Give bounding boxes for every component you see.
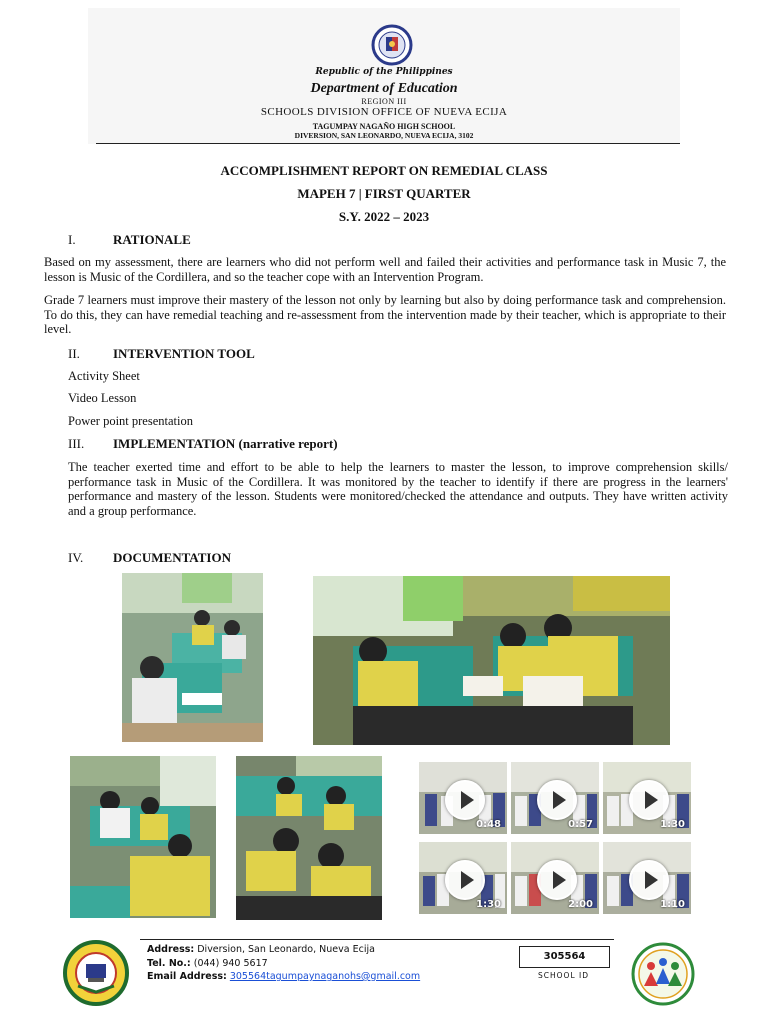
region-line: REGION III [361, 97, 407, 106]
section-heading-implementation: IMPLEMENTATION (narrative report) [113, 436, 338, 451]
republic-line: Republic of the Philippines [315, 67, 453, 77]
division-line: SCHOOLS DIVISION OFFICE OF NUEVA ECIJA [260, 106, 508, 118]
footer-address [147, 944, 375, 955]
school-id-label: SCHOOL ID [538, 971, 589, 980]
video-duration: 1:30 [660, 819, 685, 830]
video-thumbnail[interactable] [603, 842, 691, 914]
school-id-box: 305564 [519, 946, 610, 968]
address-label: Address: [147, 944, 195, 955]
video-thumbnail[interactable] [603, 762, 691, 834]
rationale-paragraph-2: Grade 7 learners must improve their mastery of the lesson not only by learning but also by doing performance task and comprehension. To do this, they can have remedial teaching and re-assessment from the intervention made by their teacher, which is appropriate to their level. [44, 293, 726, 336]
tool-item: Power point presentation [68, 414, 193, 428]
school-address: DIVERSION, SAN LEONARDO, NUEVA ECIJA, 3102 [294, 131, 474, 140]
section-heading-documentation: DOCUMENTATION [113, 550, 231, 565]
header-divider [96, 143, 680, 144]
play-icon[interactable] [537, 860, 577, 900]
video-duration: 2:00 [568, 899, 593, 910]
video-duration: 1:30 [476, 899, 501, 910]
classroom-photo [236, 756, 382, 920]
section-number: I. [68, 232, 76, 247]
report-school-year: S.Y. 2022 – 2023 [338, 209, 430, 224]
address-value: Diversion, San Leonardo, Nueva Ecija [197, 944, 375, 955]
rationale-paragraph-1: Based on my assessment, there are learners who did not perform well and failed their activities and performance task in Music 7, the lesson is Music of the Cordillera, and so the teacher cope with an Intervention Program. [44, 255, 726, 284]
school-logo-icon [58, 940, 134, 1006]
section-number: IV. [68, 550, 84, 565]
video-duration: 0:48 [476, 819, 501, 830]
play-icon[interactable] [537, 780, 577, 820]
report-subject: MAPEH 7 | FIRST QUARTER [297, 186, 471, 201]
tel-label: Tel. No.: [147, 958, 191, 969]
implementation-paragraph: The teacher exerted time and effort to be able to help the learners to master the lesson, to improve comprehension skills/ performance task in Music of the Cordillera. It was monitored by the teacher to identify if there are progress in the learners' performance and mastery of the lesson. Students were monitored/checked the attendance and outputs. They have written activity and a group performance. [68, 460, 728, 518]
email-link[interactable]: 305564tagumpaynaganohs@gmail.com [229, 971, 421, 982]
section-heading-intervention-tool: INTERVENTION TOOL [113, 346, 255, 361]
video-thumbnail[interactable] [511, 762, 599, 834]
section-number: III. [68, 436, 85, 451]
report-title: ACCOMPLISHMENT REPORT ON REMEDIAL CLASS [220, 163, 548, 178]
footer-telephone [147, 958, 268, 969]
footer-email [147, 971, 420, 982]
classroom-photo [70, 756, 216, 918]
section-number: II. [68, 346, 80, 361]
play-icon[interactable] [445, 780, 485, 820]
section-heading-rationale: RATIONALE [113, 232, 191, 247]
tool-item: Activity Sheet [68, 369, 140, 383]
email-label: Email Address: [147, 971, 227, 982]
play-icon[interactable] [629, 860, 669, 900]
play-icon[interactable] [445, 860, 485, 900]
play-icon[interactable] [629, 780, 669, 820]
classroom-photo [122, 573, 263, 742]
footer-divider [140, 939, 614, 940]
video-thumbnail[interactable] [419, 842, 507, 914]
school-name: TAGUMPAY NAGAÑO HIGH SCHOOL [312, 122, 456, 131]
department-name: Department of Education [310, 81, 458, 96]
video-thumbnail[interactable] [511, 842, 599, 914]
video-duration: 1:10 [660, 899, 685, 910]
video-thumbnail[interactable] [419, 762, 507, 834]
tool-item: Video Lesson [68, 391, 137, 405]
tel-value: (044) 940 5617 [193, 958, 268, 969]
child-friendly-school-logo-icon [626, 942, 700, 1006]
classroom-photo [313, 576, 670, 745]
deped-seal-icon [365, 24, 419, 66]
video-duration: 0:57 [568, 819, 593, 830]
